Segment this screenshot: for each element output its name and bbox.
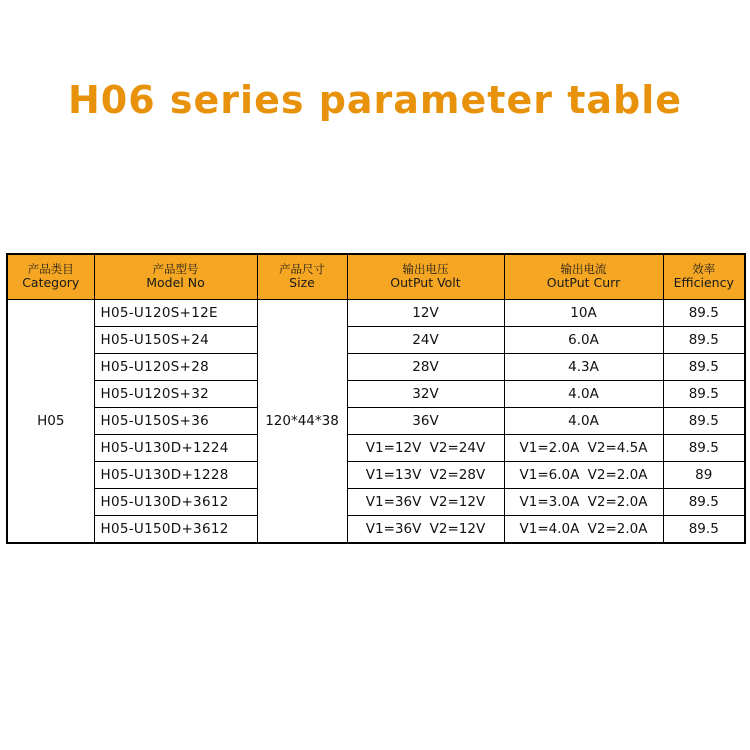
header-efficiency-en: Efficiency <box>673 275 734 291</box>
header-category-cn: 产品类目 <box>27 262 74 277</box>
header-volt-en: OutPut Volt <box>390 275 461 291</box>
table-row <box>7 489 745 516</box>
header-row <box>7 254 745 300</box>
table-row <box>7 300 745 327</box>
table-row <box>7 354 745 381</box>
header-efficiency <box>663 254 745 300</box>
curr-cell: V1=2.0A V2=4.5A <box>504 435 663 462</box>
efficiency-cell: 89.5 <box>663 327 745 354</box>
volt-cell: V1=13V V2=28V <box>347 462 504 489</box>
efficiency-cell: 89 <box>663 462 745 489</box>
header-model <box>94 254 257 300</box>
efficiency-cell: 89.5 <box>663 354 745 381</box>
volt-cell: V1=36V V2=12V <box>347 489 504 516</box>
model-cell: H05-U150S+24 <box>94 327 257 354</box>
volt-cell: 28V <box>347 354 504 381</box>
curr-cell: 4.3A <box>504 354 663 381</box>
model-cell: H05-U130D+1224 <box>94 435 257 462</box>
efficiency-cell: 89.5 <box>663 408 745 435</box>
volt-cell: 12V <box>347 300 504 327</box>
page-title: H06 series parameter table <box>68 78 682 122</box>
header-volt-cn: 输出电压 <box>402 262 449 277</box>
efficiency-cell: 89.5 <box>663 516 745 544</box>
header-model-en: Model No <box>146 275 205 291</box>
model-cell: H05-U120S+12E <box>94 300 257 327</box>
table-row <box>7 435 745 462</box>
curr-cell: V1=4.0A V2=2.0A <box>504 516 663 544</box>
efficiency-cell: 89.5 <box>663 381 745 408</box>
curr-cell: 4.0A <box>504 408 663 435</box>
size-cell: 120*44*38 <box>257 300 347 544</box>
header-volt <box>347 254 504 300</box>
header-efficiency-cn: 效率 <box>692 262 716 277</box>
parameter-table <box>6 253 746 544</box>
header-size-en: Size <box>289 275 315 291</box>
volt-cell: V1=12V V2=24V <box>347 435 504 462</box>
model-cell: H05-U120S+32 <box>94 381 257 408</box>
curr-cell: V1=6.0A V2=2.0A <box>504 462 663 489</box>
category-cell: H05 <box>7 300 94 544</box>
header-model-cn: 产品型号 <box>152 262 199 277</box>
model-cell: H05-U120S+28 <box>94 354 257 381</box>
table-row <box>7 408 745 435</box>
header-size-cn: 产品尺寸 <box>279 262 325 277</box>
volt-cell: 36V <box>347 408 504 435</box>
table-row <box>7 516 745 544</box>
volt-cell: V1=36V V2=12V <box>347 516 504 544</box>
curr-cell: 4.0A <box>504 381 663 408</box>
table-row <box>7 381 745 408</box>
table-row <box>7 462 745 489</box>
table-header <box>7 254 745 300</box>
model-cell: H05-U150D+3612 <box>94 516 257 544</box>
header-category <box>7 254 94 300</box>
curr-cell: V1=3.0A V2=2.0A <box>504 489 663 516</box>
curr-cell: 10A <box>504 300 663 327</box>
header-curr-cn: 输出电流 <box>560 262 607 277</box>
model-cell: H05-U150S+36 <box>94 408 257 435</box>
efficiency-cell: 89.5 <box>663 435 745 462</box>
header-category-en: Category <box>22 275 80 291</box>
volt-cell: 32V <box>347 381 504 408</box>
model-cell: H05-U130D+3612 <box>94 489 257 516</box>
efficiency-cell: 89.5 <box>663 489 745 516</box>
table-body <box>7 300 745 544</box>
header-curr <box>504 254 663 300</box>
header-size <box>257 254 347 300</box>
table-row <box>7 327 745 354</box>
model-cell: H05-U130D+1228 <box>94 462 257 489</box>
volt-cell: 24V <box>347 327 504 354</box>
curr-cell: 6.0A <box>504 327 663 354</box>
header-curr-en: OutPut Curr <box>546 275 621 291</box>
efficiency-cell: 89.5 <box>663 300 745 327</box>
